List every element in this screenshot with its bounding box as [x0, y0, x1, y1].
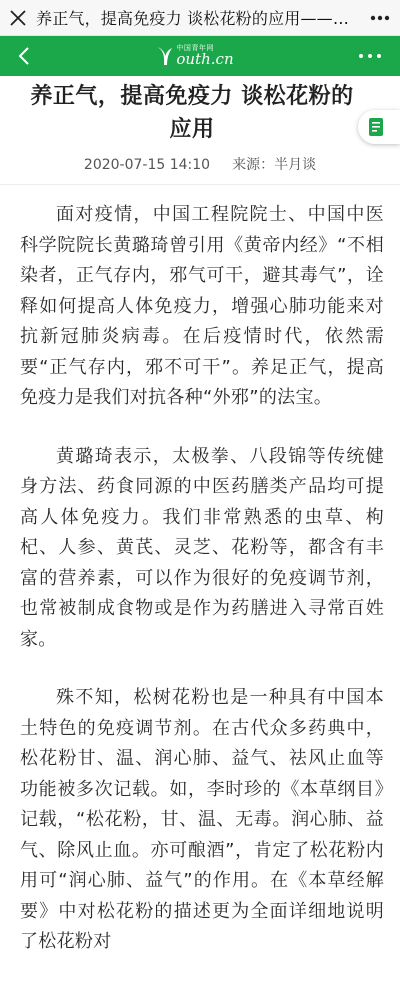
back-button[interactable]: [0, 36, 48, 76]
paragraph: 黄璐琦表示，太极拳、八段锦等传统健身方法、药食同源的中医药膳类产品均可提高人体免疫力。我们非常熟悉的虫草、枸杞、人参、黄芪、灵芝、花粉等，都含有丰富的营养素，可以作为很好的免疫调节剂，也常被制成食物或是作为药膳进入寻常百姓家。: [20, 445, 384, 650]
menu-dot-icon: [377, 54, 381, 58]
youth-logo-icon: [154, 45, 174, 67]
site-menu-button[interactable]: [340, 36, 400, 76]
document-icon: [368, 117, 384, 137]
paragraph: 殊不知，松树花粉也是一种具有中国本土特色的免疫调节剂。在古代众多药典中，松花粉甘、温、润心肺、益气、祛风止血等功能被多次记载。如，李时珍的《本草纲目》记载，“松花粉，甘、温、无毒。润心肺、益气、除风止血。亦可酿酒”，肯定了松花粉内用可“润心肺、益气”的作用。在《本草经解要》中对松花粉的描述更为全面详细地说明了松花粉对: [20, 687, 384, 952]
divider: [0, 184, 400, 185]
chevron-left-icon: [17, 46, 31, 66]
wechat-top-bar: [0, 0, 400, 36]
floating-app-button[interactable]: [358, 110, 400, 144]
page-title: 养正气，提高免疫力 谈松花粉的应用——…: [36, 9, 350, 28]
logo-cn-text: 中国青年网: [176, 44, 214, 52]
close-icon[interactable]: [0, 0, 36, 36]
article-source: 来源：半月谈: [232, 157, 317, 173]
publish-date: 2020-07-15 14:10: [83, 157, 211, 173]
logo-en-text: outh.cn: [176, 50, 234, 68]
paragraph: 面对疫情，中国工程院院士、中国中医科学院院长黄璐琦曾引用《黄帝内经》“不相染者，正气存内，邪气可干，避其毒气”，诠释如何提高人体免疫力，增强心肺功能来对抗新冠肺炎病毒。在后疫情时代，依然需要“正气存内，邪不可干”。养足正气，提高免疫力是我们对抗各种“外邪”的法宝。: [20, 204, 384, 408]
more-options-icon[interactable]: [360, 0, 400, 36]
article-body: [20, 200, 384, 986]
menu-dot-icon: [359, 54, 363, 58]
menu-dot-icon: [368, 54, 372, 58]
site-logo[interactable]: [154, 45, 233, 67]
site-header: [0, 36, 400, 76]
article-meta: [0, 154, 400, 174]
article-title: 养正气，提高免疫力 谈松花粉的应用: [30, 84, 354, 142]
